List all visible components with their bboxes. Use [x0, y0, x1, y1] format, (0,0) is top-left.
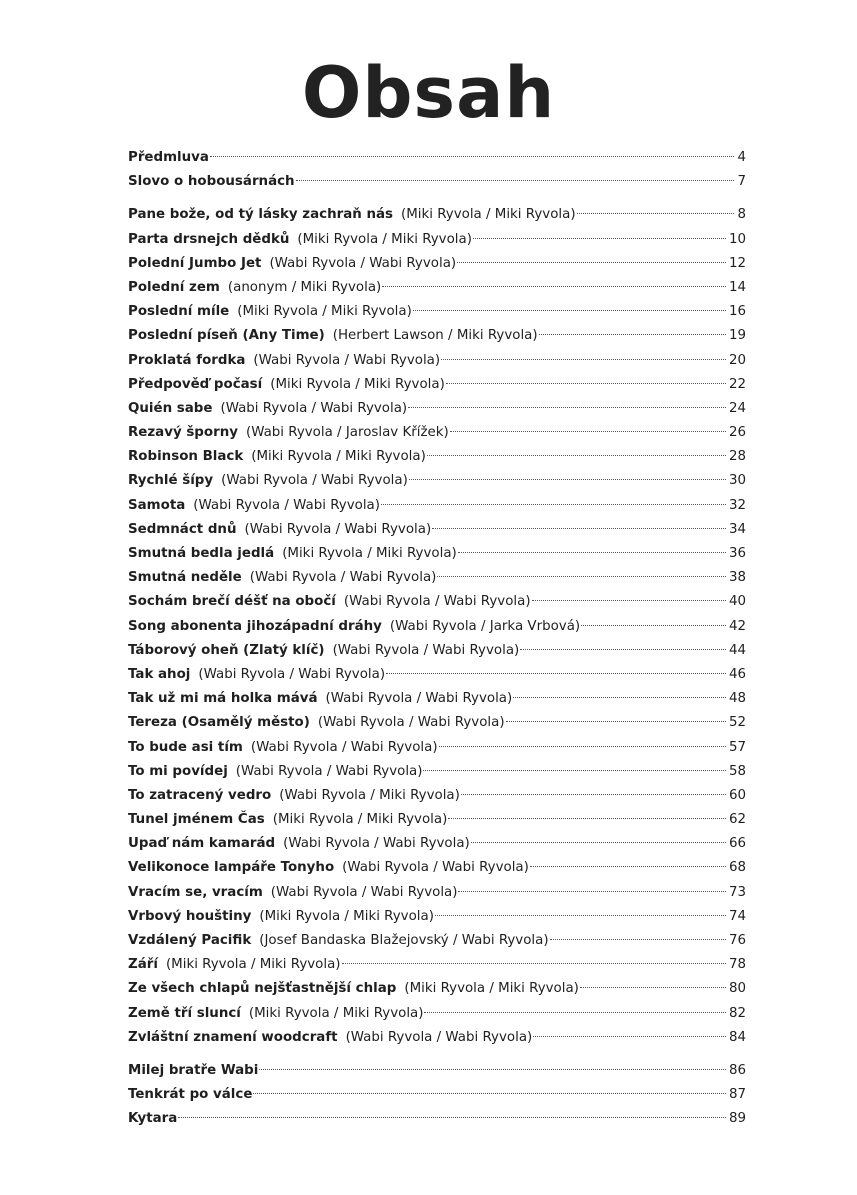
entry-title: Polední Jumbo Jet [128, 255, 262, 271]
entry-authors: (Wabi Ryvola / Wabi Ryvola) [253, 352, 441, 368]
entry-title: Tak už mi má holka mává [128, 691, 318, 707]
entry-title: Slovo o hobousárnách [128, 174, 295, 190]
toc-section [128, 203, 746, 1050]
toc-entry[interactable] [128, 469, 746, 493]
entry-page-number: 10 [728, 231, 746, 247]
entry-page-number: 89 [728, 1111, 746, 1127]
entry-page-number: 7 [737, 174, 746, 190]
entry-authors: (Wabi Ryvola / Wabi Ryvola) [235, 763, 423, 779]
entry-title: Quién sabe [128, 400, 213, 416]
dot-leader [580, 987, 726, 988]
dot-leader [461, 794, 726, 795]
entry-title: Sedmnáct dnů [128, 521, 237, 537]
entry-page-number: 36 [728, 546, 746, 561]
entry-authors: (Wabi Ryvola / Wabi Ryvola) [332, 642, 520, 658]
entry-authors: (Miki Ryvola / Miki Ryvola) [297, 231, 472, 247]
entry-page-number: 20 [728, 352, 746, 368]
toc-entry[interactable] [128, 760, 746, 784]
entry-title: Robinson Black [128, 449, 244, 465]
entry-title: Smutná bedla jedlá [128, 546, 275, 561]
dot-leader [450, 431, 726, 432]
toc-entry[interactable] [128, 590, 746, 614]
entry-title: Vracím se, vracím [128, 884, 263, 900]
dot-leader [437, 576, 726, 577]
entry-title: Pane bože, od tý lásky zachraň nás [128, 207, 393, 223]
entry-authors: (Herbert Lawson / Miki Ryvola) [332, 328, 538, 344]
entry-page-number: 52 [728, 715, 746, 731]
toc-entry[interactable] [128, 542, 746, 566]
entry-page-number: 48 [728, 691, 746, 707]
entry-title: Tenkrát po válce [128, 1087, 253, 1103]
toc-entry[interactable] [128, 494, 746, 518]
entry-page-number: 57 [728, 739, 746, 755]
toc-entry[interactable] [128, 615, 746, 639]
toc-entry[interactable] [128, 1026, 746, 1050]
entry-authors: (Wabi Ryvola / Jarka Vrbová) [389, 618, 581, 634]
dot-leader [513, 697, 726, 698]
toc-entry[interactable] [128, 663, 746, 687]
dot-leader [520, 649, 726, 650]
dot-leader [448, 818, 726, 819]
dot-leader [473, 238, 726, 239]
entry-page-number: 82 [728, 1005, 746, 1021]
entry-authors: (Wabi Ryvola / Wabi Ryvola) [283, 836, 470, 852]
entry-page-number: 12 [728, 255, 746, 271]
entry-authors: (Wabi Ryvola / Miki Ryvola) [279, 787, 460, 803]
entry-authors: (anonym / Miki Ryvola) [227, 279, 382, 295]
toc-entry[interactable] [128, 252, 746, 276]
entry-authors: (Wabi Ryvola / Wabi Ryvola) [270, 884, 458, 900]
entry-page-number: 32 [728, 497, 746, 513]
entry-page-number: 30 [728, 473, 746, 489]
entry-title: Zvláštní znamení woodcraft [128, 1029, 338, 1045]
entry-title: Tereza (Osamělý město) [128, 715, 310, 731]
entry-title: Poslední míle [128, 304, 230, 320]
dot-leader [577, 213, 735, 214]
entry-authors: (Miki Ryvola / Miki Ryvola) [400, 207, 576, 223]
page-title: Obsah [301, 52, 556, 134]
dot-leader [423, 770, 725, 771]
dot-leader [533, 1036, 726, 1037]
entry-page-number: 42 [728, 618, 746, 634]
entry-page-number: 40 [728, 594, 746, 610]
dot-leader [386, 673, 726, 674]
toc-entry[interactable] [128, 953, 746, 977]
toc-section [128, 1059, 746, 1132]
dot-leader [457, 262, 726, 263]
dot-leader [539, 334, 726, 335]
toc-entry[interactable] [128, 1002, 746, 1026]
toc-entry[interactable] [128, 445, 746, 469]
entry-title: Proklatá fordka [128, 352, 246, 368]
toc-entry[interactable] [128, 566, 746, 590]
dot-leader [581, 625, 726, 626]
entry-authors: (Miki Ryvola / Miki Ryvola) [272, 812, 448, 828]
dot-leader [409, 479, 726, 480]
entry-authors: (Miki Ryvola / Miki Ryvola) [165, 957, 341, 973]
entry-title: Poslední píseň (Any Time) [128, 328, 325, 344]
entry-page-number: 74 [728, 908, 746, 924]
toc-entry[interactable] [128, 711, 746, 735]
toc-entry[interactable] [128, 300, 746, 324]
toc-entry[interactable] [128, 146, 746, 170]
dot-leader [439, 746, 726, 747]
entry-page-number: 78 [728, 957, 746, 973]
entry-title: Velikonoce lampáře Tonyho [128, 860, 335, 876]
entry-title: Rezavý šporny [128, 425, 238, 441]
entry-authors: (Wabi Ryvola / Wabi Ryvola) [193, 497, 380, 513]
entry-title: Song abonenta jihozápadní dráhy [128, 618, 382, 634]
toc-entry[interactable] [128, 421, 746, 445]
entry-authors: (Wabi Ryvola / Wabi Ryvola) [343, 594, 531, 610]
toc-entry[interactable] [128, 808, 746, 832]
entry-title: Kytara [128, 1111, 178, 1127]
entry-title: Rychlé šípy [128, 473, 214, 489]
entry-page-number: 34 [728, 521, 746, 537]
entry-authors: (Wabi Ryvola / Wabi Ryvola) [249, 570, 437, 586]
entry-page-number: 60 [728, 787, 746, 803]
entry-title: Vrbový houštiny [128, 908, 252, 924]
toc-entry[interactable] [128, 905, 746, 929]
entry-title: Upaď nám kamarád [128, 836, 276, 852]
entry-title: Předpověď počasí [128, 376, 263, 392]
toc-entry[interactable] [128, 1107, 746, 1131]
toc-entry[interactable] [128, 518, 746, 542]
entry-title: To bude asi tím [128, 739, 243, 755]
entry-authors: (Wabi Ryvola / Wabi Ryvola) [250, 739, 438, 755]
toc-entry[interactable] [128, 736, 746, 760]
entry-authors: (Wabi Ryvola / Wabi Ryvola) [345, 1029, 533, 1045]
entry-authors: (Wabi Ryvola / Wabi Ryvola) [317, 715, 505, 731]
entry-title: Sochám brečí déšť na obočí [128, 594, 336, 610]
entry-authors: (Miki Ryvola / Miki Ryvola) [237, 304, 412, 320]
entry-title: To mi povídej [128, 763, 228, 779]
toc-entry[interactable] [128, 349, 746, 373]
entry-title: Září [128, 957, 158, 973]
dot-leader [424, 1012, 725, 1013]
entry-authors: (Miki Ryvola / Miki Ryvola) [248, 1005, 424, 1021]
toc-entry[interactable] [128, 881, 746, 905]
toc-entry[interactable] [128, 373, 746, 397]
toc-entry[interactable] [128, 639, 746, 663]
entry-page-number: 22 [728, 376, 746, 392]
entry-title: Milej bratře Wabi [128, 1062, 259, 1078]
entry-authors: (Wabi Ryvola / Wabi Ryvola) [269, 255, 457, 271]
dot-leader [532, 600, 726, 601]
dot-leader [342, 963, 726, 964]
entry-page-number: 19 [728, 328, 746, 344]
toc-entry[interactable] [128, 929, 746, 953]
entry-authors: (Miki Ryvola / Miki Ryvola) [270, 376, 445, 392]
entry-page-number: 26 [728, 425, 746, 441]
entry-title: Polední zem [128, 279, 220, 295]
dot-leader [458, 891, 725, 892]
entry-title: Smutná neděle [128, 570, 242, 586]
toc-section [128, 146, 746, 194]
toc-entry[interactable] [128, 203, 746, 227]
toc-entry[interactable] [128, 1083, 746, 1107]
entry-page-number: 46 [728, 666, 746, 682]
dot-leader [471, 842, 726, 843]
entry-page-number: 38 [728, 570, 746, 586]
entry-title: Země tří sluncí [128, 1005, 241, 1021]
dot-leader [458, 552, 726, 553]
entry-title: Táborový oheň (Zlatý klíč) [128, 642, 325, 658]
dot-leader [506, 721, 726, 722]
dot-leader [381, 504, 726, 505]
entry-authors: (Josef Bandaska Blažejovský / Wabi Ryvola) [259, 933, 549, 948]
dot-leader [550, 939, 726, 940]
dot-leader [446, 383, 726, 384]
entry-page-number: 4 [737, 150, 746, 165]
entry-page-number: 66 [728, 836, 746, 852]
entry-page-number: 84 [728, 1029, 746, 1045]
dot-leader [441, 359, 726, 360]
dot-leader [178, 1117, 726, 1118]
toc-entry[interactable] [128, 832, 746, 856]
entry-page-number: 8 [737, 207, 746, 223]
dot-leader [253, 1093, 726, 1094]
entry-title: Tunel jménem Čas [128, 812, 265, 828]
table-of-contents [128, 146, 746, 1132]
dot-leader [210, 156, 735, 157]
entry-page-number: 44 [728, 642, 746, 658]
toc-entry[interactable] [128, 1059, 746, 1083]
dot-leader [382, 286, 726, 287]
entry-page-number: 68 [728, 860, 746, 876]
entry-authors: (Miki Ryvola / Miki Ryvola) [259, 908, 434, 924]
entry-page-number: 58 [728, 763, 746, 779]
dot-leader [530, 866, 726, 867]
entry-authors: (Wabi Ryvola / Jaroslav Křížek) [245, 425, 449, 441]
entry-page-number: 80 [728, 981, 746, 997]
dot-leader [427, 455, 726, 456]
entry-page-number: 87 [728, 1087, 746, 1103]
toc-entry[interactable] [128, 276, 746, 300]
entry-page-number: 24 [728, 400, 746, 416]
entry-page-number: 73 [728, 884, 746, 900]
toc-entry[interactable] [128, 856, 746, 880]
entry-page-number: 28 [728, 449, 746, 465]
toc-entry[interactable] [128, 397, 746, 421]
dot-leader [432, 528, 726, 529]
toc-entry[interactable] [128, 170, 746, 194]
entry-title: Vzdálený Pacifik [128, 933, 252, 948]
entry-authors: (Miki Ryvola / Miki Ryvola) [404, 981, 579, 997]
dot-leader [413, 310, 726, 311]
entry-authors: (Wabi Ryvola / Wabi Ryvola) [221, 473, 408, 489]
entry-title: Parta drsnejch dědků [128, 231, 290, 247]
entry-authors: (Wabi Ryvola / Wabi Ryvola) [198, 666, 386, 682]
toc-entry[interactable] [128, 687, 746, 711]
entry-page-number: 14 [728, 279, 746, 295]
entry-title: To zatracený vedro [128, 787, 272, 803]
entry-title: Ze všech chlapů nejšťastnější chlap [128, 981, 397, 997]
dot-leader [296, 180, 735, 181]
entry-page-number: 16 [728, 304, 746, 320]
entry-title: Tak ahoj [128, 666, 191, 682]
entry-title: Samota [128, 497, 186, 513]
entry-authors: (Miki Ryvola / Miki Ryvola) [251, 449, 426, 465]
entry-authors: (Wabi Ryvola / Wabi Ryvola) [244, 521, 432, 537]
toc-entry[interactable] [128, 324, 746, 348]
dot-leader [259, 1069, 726, 1070]
toc-entry[interactable] [128, 977, 746, 1001]
dot-leader [435, 915, 726, 916]
entry-page-number: 76 [728, 933, 746, 948]
entry-page-number: 86 [728, 1062, 746, 1078]
entry-title: Předmluva [128, 150, 209, 165]
entry-authors: (Wabi Ryvola / Wabi Ryvola) [325, 691, 513, 707]
entry-authors: (Wabi Ryvola / Wabi Ryvola) [342, 860, 529, 876]
entry-page-number: 62 [728, 812, 746, 828]
entry-authors: (Miki Ryvola / Miki Ryvola) [282, 546, 457, 561]
toc-entry[interactable] [128, 228, 746, 252]
toc-entry[interactable] [128, 784, 746, 808]
dot-leader [408, 407, 726, 408]
entry-authors: (Wabi Ryvola / Wabi Ryvola) [220, 400, 408, 416]
